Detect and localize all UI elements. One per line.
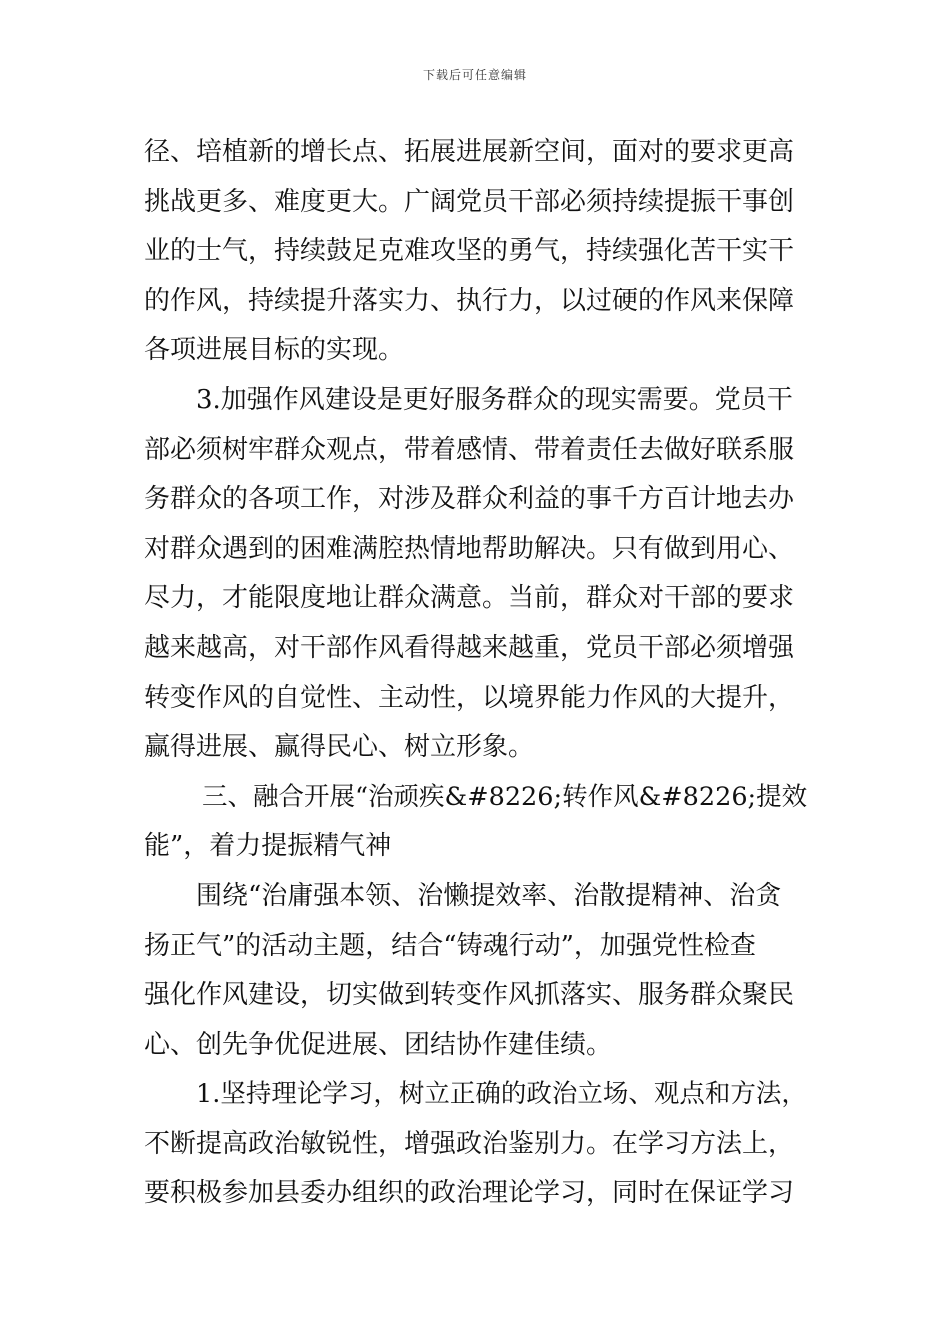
- text-line: 业的士气，持续鼓足克难攻坚的勇气，持续强化苦干实干: [144, 236, 795, 267]
- text-line: 围绕“治庸强本领、治懒提效率、治散提精神、治贪: [196, 880, 782, 911]
- document-body: [144, 128, 814, 1219]
- text-line: 心、创先争优促进展、团结协作建佳绩。: [144, 1029, 613, 1060]
- text-line: 的作风，持续提升落实力、执行力，以过硬的作风来保障: [144, 285, 795, 316]
- text-line: 强化作风建设，切实做到转变作风抓落实、服务群众聚民: [144, 980, 795, 1011]
- text-line: 能”，着力提振精气神: [144, 831, 392, 862]
- text-line: 不断提高政治敏锐性，增强政治鉴别力。在学习方法上，: [144, 1128, 795, 1159]
- text-line: 部必须树牢群众观点，带着感情、带着责任去做好联系服: [144, 434, 795, 465]
- text-line: 赢得进展、赢得民心、树立形象。: [144, 732, 535, 763]
- text-line: 转变作风的自觉性、主动性，以境界能力作风的大提升，: [144, 682, 795, 713]
- text-line: 对群众遇到的困难满腔热情地帮助解决。只有做到用心、: [144, 533, 795, 564]
- text-line: 3.加强作风建设是更好服务群众的现实需要。党员干: [196, 384, 793, 415]
- page-header: 下载后可任意编辑: [422, 68, 527, 82]
- text-line: 越来越高，对干部作风看得越来越重，党员干部必须增强: [144, 632, 795, 663]
- text-line: 1.坚持理论学习，树立正确的政治立场、观点和方法，: [196, 1079, 807, 1110]
- text-line: 尽力，才能限度地让群众满意。当前，群众对干部的要求: [144, 583, 795, 614]
- text-line: 挑战更多、难度更大。广阔党员干部必须持续提振干事创: [144, 186, 795, 217]
- text-line: 务群众的各项工作，对涉及群众利益的事千方百计地去办: [144, 484, 795, 515]
- text-line: 扬正气”的活动主题，结合“铸魂行动”，加强党性检查: [144, 930, 756, 961]
- text-line: 要积极参加县委办组织的政治理论学习，同时在保证学习: [144, 1178, 795, 1209]
- text-line: 各项进展目标的实现。: [144, 335, 405, 366]
- text-line: 径、培植新的增长点、拓展进展新空间，面对的要求更高: [144, 137, 795, 167]
- text-line: 三、融合开展“治顽疾&#8226;转作风&#8226;提效: [202, 781, 808, 812]
